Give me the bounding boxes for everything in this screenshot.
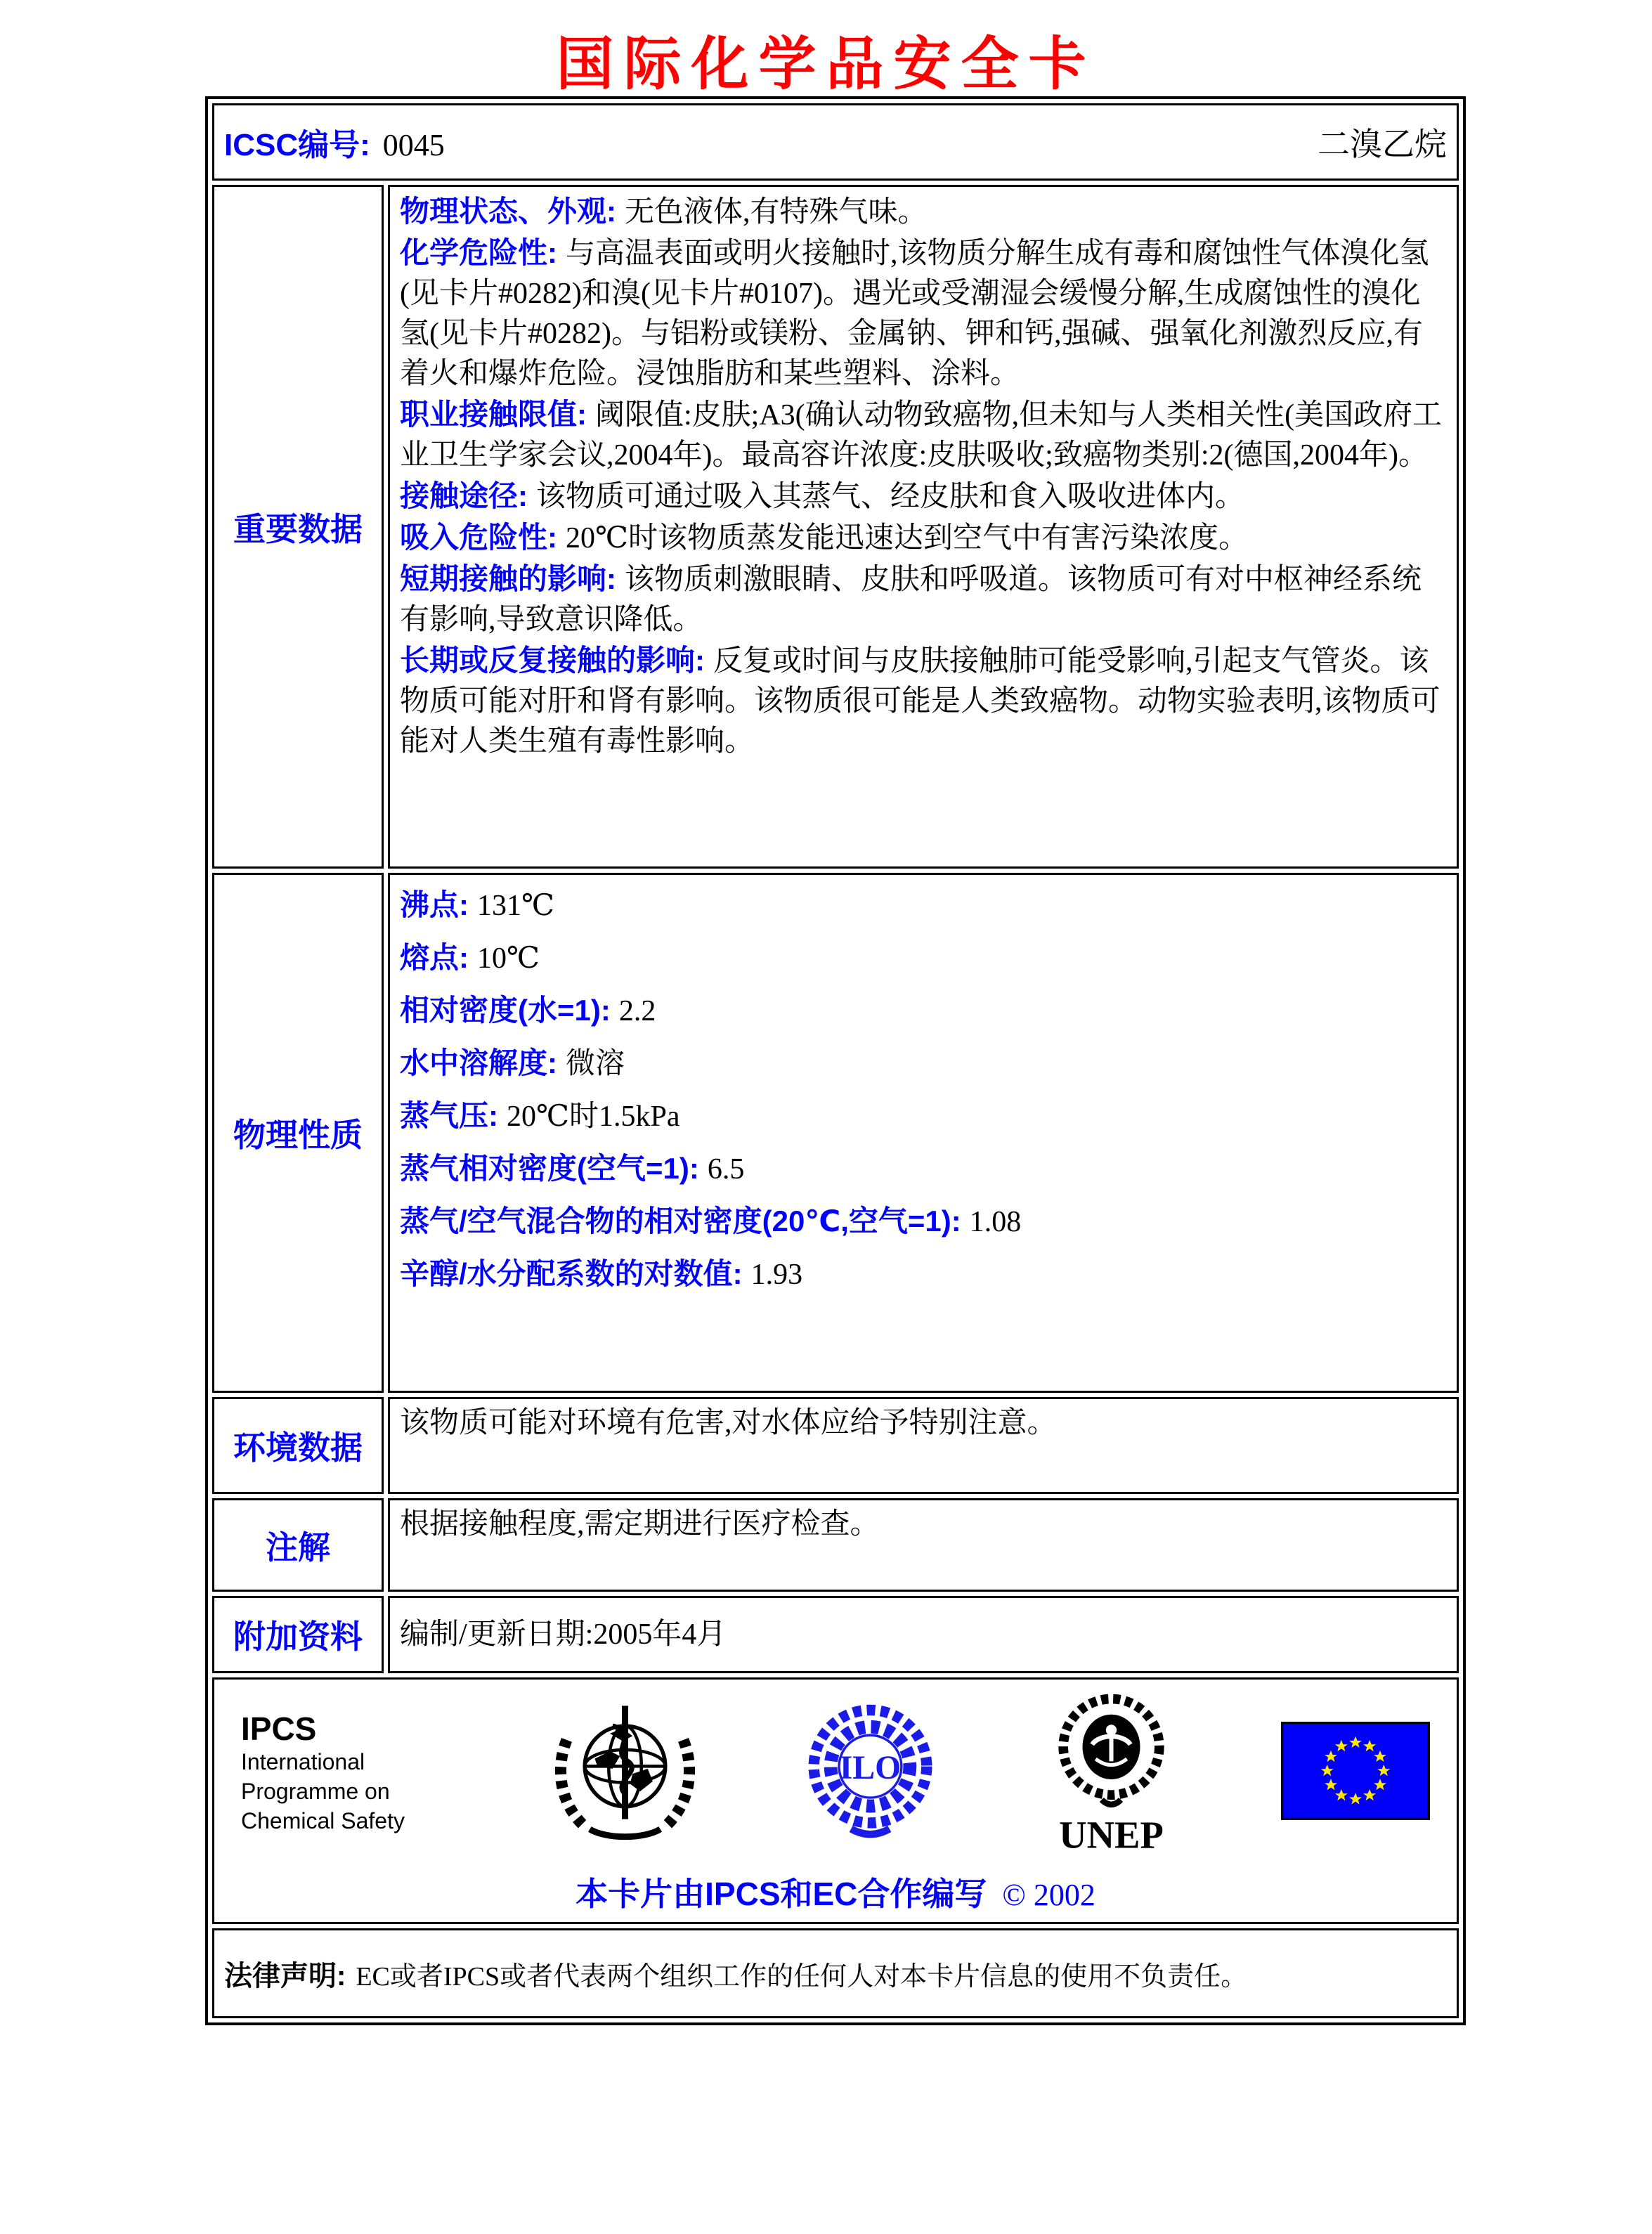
environmental-data-row: [212, 1397, 1459, 1494]
chemical-name: 二溴乙烷: [1318, 126, 1447, 162]
icsc-card-table: [205, 96, 1466, 2025]
field-value: 10℃: [477, 942, 540, 975]
field-label: 蒸气/空气混合物的相对密度(20℃,空气=1):: [400, 1204, 961, 1238]
footer-copyright: © 2002: [1002, 1878, 1095, 1912]
icsc-number-label: ICSC编号:: [224, 128, 370, 162]
section-label-additional-info: 附加资料: [212, 1596, 384, 1673]
additional-info-content: 编制/更新日期:2005年4月: [388, 1596, 1459, 1673]
physical-property-line: [400, 1195, 1447, 1248]
footer-cell: [212, 1677, 1459, 1924]
header-cell: [212, 103, 1459, 181]
field-value: 该物质刺激眼睛、皮肤和呼吸道。该物质可有对中枢神经系统有影响,导致意识降低。: [400, 564, 1422, 636]
ipcs-subtitle-line: International: [241, 1748, 365, 1774]
field-value: 无色液体,有特殊气味。: [625, 196, 928, 228]
field-value: 131℃: [477, 890, 554, 922]
field-value: 该物质可通过吸入其蒸气、经皮肤和食入吸收进体内。: [536, 481, 1245, 513]
footer-caption: [231, 1869, 1440, 1915]
field-label: 辛醇/水分配系数的对数值:: [400, 1257, 743, 1290]
physical-property-line: [400, 985, 1447, 1037]
field-label: 水中溶解度:: [400, 1046, 557, 1079]
field-label: 职业接触限值:: [400, 398, 587, 431]
field-value: 阈限值:皮肤;A3(确认动物致癌物,但未知与人类相关性(美国政府工业卫生学家会议,2004年)。最高容许浓度:皮肤吸收;致癌物类别:2(德国,2004年)。: [400, 399, 1443, 472]
field-label: 长期或反复接触的影响:: [400, 644, 705, 677]
legal-label: 法律声明:: [224, 1960, 346, 1992]
ipcs-subtitle-line: Programme on: [241, 1778, 390, 1804]
legal-text: EC或者IPCS或者代表两个组织工作的任何人对本卡片信息的使用不负责任。: [356, 1961, 1248, 1992]
physical-properties-content: [388, 873, 1459, 1393]
field-label: 蒸气相对密度(空气=1):: [400, 1152, 699, 1185]
field-value: 微溶: [566, 1048, 625, 1080]
section-label-physical-properties: 物理性质: [212, 873, 384, 1393]
field-value: 1.93: [750, 1259, 803, 1291]
footer-caption-text: 本卡片由IPCS和EC合作编写: [575, 1876, 987, 1912]
field-label: 化学危险性:: [400, 236, 557, 269]
field-value: 20℃时该物质蒸发能迅速达到空气中有害污染浓度。: [566, 522, 1248, 554]
section-label-notes: 注解: [212, 1498, 384, 1592]
legal-row: [212, 1928, 1459, 2018]
field-label: 吸入危险性:: [400, 521, 557, 554]
field-value: 与高温表面或明火接触时,该物质分解生成有毒和腐蚀性气体溴化氢(见卡片#0282)和溴(见卡片#0107)。遇光或受潮湿会缓慢分解,生成腐蚀性的溴化氢(见卡片#0282)。与铝粉或镁粉、金属钠、钾和钙,强碱、强氧化剂激烈反应,有着火和爆炸危险。浸蚀脂肪和某些塑料、涂料。: [400, 238, 1429, 390]
notes-content: 根据接触程度,需定期进行医疗检查。: [388, 1498, 1459, 1592]
page-title: 国际化学品安全卡: [556, 32, 1096, 96]
notes-row: [212, 1498, 1459, 1592]
icsc-number-value: 0045: [382, 128, 445, 162]
field-label: 相对密度(水=1):: [400, 994, 611, 1027]
physical-property-line: [400, 1037, 1447, 1090]
section-label-environmental-data: 环境数据: [212, 1397, 384, 1494]
field-label: 短期接触的影响:: [400, 562, 616, 595]
legal-cell: [212, 1928, 1459, 2018]
field-label: 接触途径:: [400, 479, 528, 512]
field-value: 20℃时1.5kPa: [507, 1100, 680, 1133]
field-label: 蒸气压:: [400, 1099, 498, 1132]
physical-property-line: [400, 1090, 1447, 1143]
eu-flag: [1281, 1722, 1430, 1824]
ilo-logo: [798, 1699, 942, 1847]
environmental-data-content: 该物质可能对环境有危害,对水体应给予特别注意。: [388, 1397, 1459, 1494]
footer-row: [212, 1677, 1459, 1924]
important-data-content: [388, 185, 1459, 869]
additional-info-row: [212, 1596, 1459, 1673]
ipcs-title: IPCS: [241, 1710, 317, 1747]
field-label: 沸点:: [400, 888, 469, 921]
physical-property-line: [400, 1143, 1447, 1195]
ipcs-subtitle-line: Chemical Safety: [241, 1807, 405, 1833]
ilo-letters: ILO: [839, 1748, 901, 1786]
field-label: 熔点:: [400, 941, 469, 974]
field-value: 6.5: [707, 1153, 745, 1186]
section-label-important-data: 重要数据: [212, 185, 384, 869]
physical-property-line: [400, 879, 1447, 932]
field-value: 反复或时间与皮肤接触肺可能受影响,引起支气管炎。该物质可能对肝和肾有影响。该物质很可能是人类致癌物。动物实验表明,该物质可能对人类生殖有毒性影响。: [400, 645, 1440, 758]
field-label: 物理状态、外观:: [400, 195, 616, 228]
who-logo: [549, 1696, 701, 1850]
physical-properties-row: [212, 873, 1459, 1393]
header-row: [212, 103, 1459, 181]
physical-property-line: [400, 932, 1447, 985]
ipcs-text-block: [241, 1710, 452, 1836]
physical-property-line: [400, 1248, 1447, 1301]
field-value: 2.2: [618, 995, 656, 1027]
icsc-number-group: [224, 119, 445, 164]
important-data-row: [212, 185, 1459, 869]
unep-letters: UNEP: [1059, 1813, 1164, 1855]
unep-logo: [1039, 1687, 1183, 1859]
field-value: 1.08: [969, 1206, 1022, 1238]
